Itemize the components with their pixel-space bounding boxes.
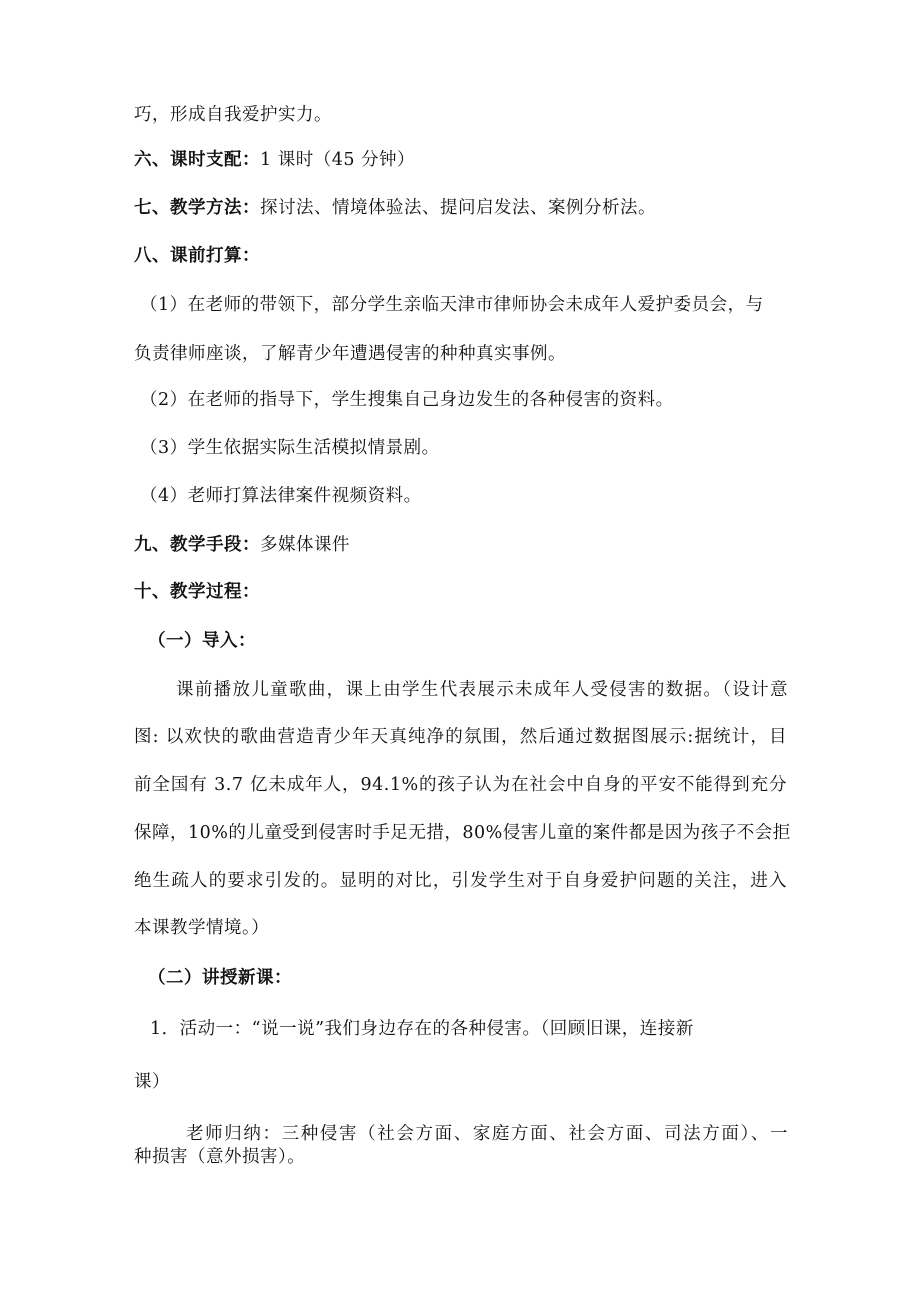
activity-1-line-1: 1．活动一：“说一说”我们身边存在的各种侵害。（回顾旧课，连接新	[150, 1019, 694, 1039]
intro-para-line-6: 本课教学情境。）	[134, 918, 270, 938]
section-9	[134, 533, 350, 557]
section-7	[134, 196, 656, 220]
section-6-heading: 六、课时支配：	[134, 150, 260, 170]
prep-item-4: （4）老师打算法律案件视频资料。	[140, 486, 422, 506]
part-2-heading: （二）讲授新课：	[148, 968, 292, 988]
summary-line-1: 老师归纳：三种侵害（社会方面、家庭方面、社会方面、司法方面）、一	[186, 1124, 788, 1144]
section-9-text: 多媒体课件	[260, 535, 350, 555]
section-7-heading: 七、教学方法：	[134, 198, 260, 218]
intro-para-line-5: 绝生疏人的要求引发的。显明的对比，引发学生对于自身爱护问题的关注，进入	[134, 871, 787, 891]
prep-item-1-line-1: （1）在老师的带领下，部分学生亲临天津市律师协会未成年人爱护委员会，与	[140, 295, 764, 315]
summary-line-2: 种损害（意外损害）。	[134, 1147, 306, 1167]
intro-tail: 巧，形成自我爱护实力。	[134, 105, 332, 125]
prep-item-2: （2）在老师的指导下，学生搜集自己身边发生的各种侵害的资料。	[140, 390, 674, 410]
section-8-heading: 八、课前打算：	[134, 246, 260, 266]
activity-1-line-2: 课）	[134, 1072, 170, 1092]
prep-item-3: （3）学生依据实际生活模拟情景剧。	[140, 438, 440, 458]
intro-para-line-1: 课前播放儿童歌曲，课上由学生代表展示未成年人受侵害的数据。（设计意	[176, 680, 788, 700]
part-1-heading: （一）导入：	[148, 631, 256, 651]
intro-para-line-4: 保障，10%的儿童受到侵害时手足无措，80%侵害儿童的案件都是因为孩子不会拒	[134, 823, 791, 843]
section-10-heading: 十、教学过程：	[134, 582, 260, 602]
intro-para-line-2: 图: 以欢快的歌曲营造青少年天真纯净的氛围，然后通过数据图展示:据统计，目	[134, 727, 787, 747]
section-6-text: 1 课时（45 分钟）	[260, 150, 416, 170]
section-9-heading: 九、教学手段：	[134, 535, 260, 555]
section-7-text: 探讨法、情境体验法、提问启发法、案例分析法。	[260, 198, 656, 218]
intro-para-line-3: 前全国有 3.7 亿未成年人，94.1%的孩子认为在社会中自身的平安不能得到充分	[134, 775, 787, 795]
section-6	[134, 148, 415, 172]
prep-item-1-line-2: 负责律师座谈，了解青少年遭遇侵害的种种真实事例。	[134, 344, 566, 364]
